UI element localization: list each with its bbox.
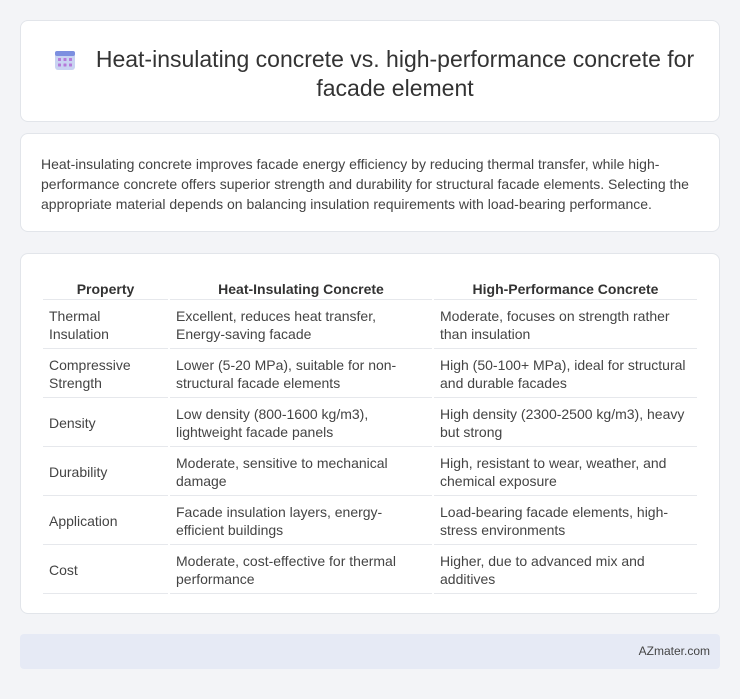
property-cell: Durability (43, 449, 168, 496)
high-performance-cell: Load-bearing facade elements, high-stress environments (434, 498, 697, 545)
table-header-row (43, 278, 697, 300)
property-cell: Application (43, 498, 168, 545)
comparison-table (41, 276, 699, 596)
table-row (43, 351, 697, 398)
page-title: Heat-insulating concrete vs. high-performance concrete for facade element (95, 46, 695, 101)
property-cell: Compressive Strength (43, 351, 168, 398)
heat-insulating-cell: Moderate, sensitive to mechanical damage (170, 449, 432, 496)
high-performance-cell: High density (2300-2500 kg/m3), heavy but strong (434, 400, 697, 447)
title-card (20, 20, 720, 122)
intro-card (20, 133, 720, 232)
header-property: Property (43, 278, 168, 300)
high-performance-cell: Moderate, focuses on strength rather than insulation (434, 302, 697, 349)
property-cell: Density (43, 400, 168, 447)
heat-insulating-cell: Lower (5-20 MPa), suitable for non-structural facade elements (170, 351, 432, 398)
table-row (43, 400, 697, 447)
table-row (43, 498, 697, 545)
heat-insulating-cell: Low density (800-1600 kg/m3), lightweight facade panels (170, 400, 432, 447)
intro-paragraph: Heat-insulating concrete improves facade energy efficiency by reducing thermal transfer, while high-performance concrete offers superior strength and durability for structural facade elements. Selecting the appropriate material depends on balancing insulation requirements with load-bearing performance. (41, 156, 689, 212)
header-high-performance: High-Performance Concrete (434, 278, 697, 300)
high-performance-cell: High (50-100+ MPa), ideal for structural and durable facades (434, 351, 697, 398)
heat-insulating-cell: Facade insulation layers, energy-efficient buildings (170, 498, 432, 545)
table-row (43, 449, 697, 496)
footer-site-link[interactable]: AZmater.com (638, 644, 710, 658)
high-performance-cell: High, resistant to wear, weather, and chemical exposure (434, 449, 697, 496)
heat-insulating-cell: Excellent, reduces heat transfer, Energy-saving facade (170, 302, 432, 349)
comparison-card (20, 253, 720, 614)
heat-insulating-cell: Moderate, cost-effective for thermal performance (170, 547, 432, 594)
property-cell: Cost (43, 547, 168, 594)
table-row (43, 302, 697, 349)
header-heat-insulating: Heat-Insulating Concrete (170, 278, 432, 300)
high-performance-cell: Higher, due to advanced mix and additives (434, 547, 697, 594)
property-cell: Thermal Insulation (43, 302, 168, 349)
table-row (43, 547, 697, 594)
footer-bar (20, 634, 720, 669)
